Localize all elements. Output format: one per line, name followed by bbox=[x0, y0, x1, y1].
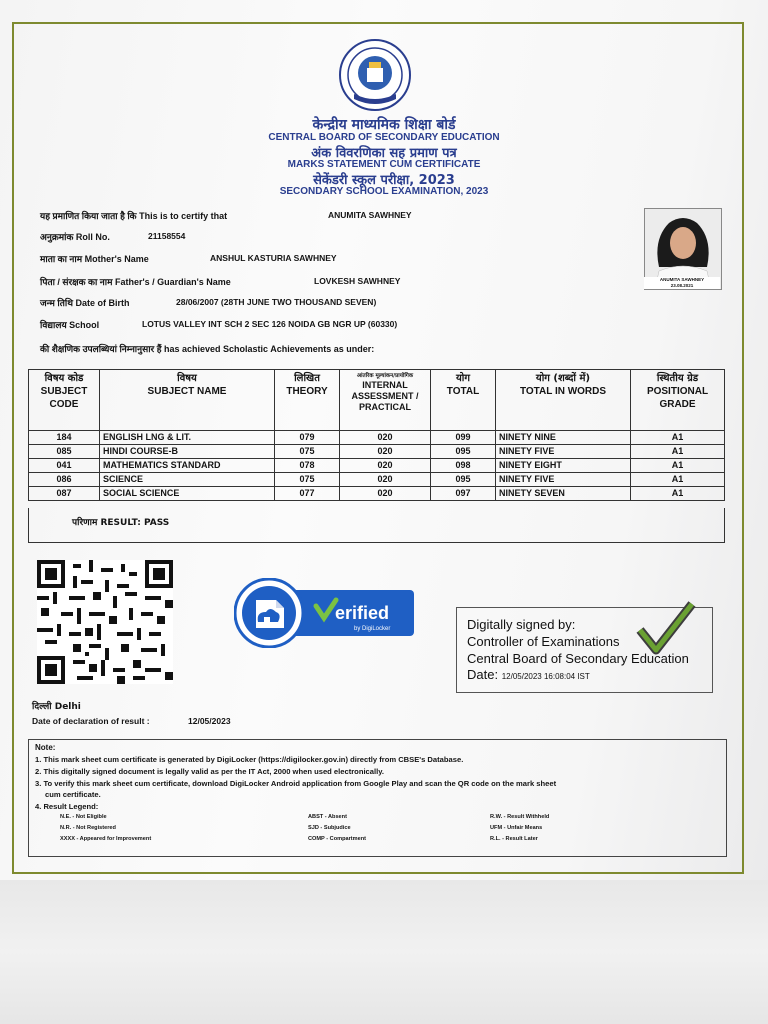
subject-name: MATHEMATICS STANDARD bbox=[100, 459, 275, 473]
legend-item: XXXX - Appeared for Improvement bbox=[60, 836, 152, 842]
total-marks: 099 bbox=[431, 431, 496, 445]
subject-code: 087 bbox=[29, 487, 100, 501]
subject-code: 086 bbox=[29, 473, 100, 487]
subject-name: SOCIAL SCIENCE bbox=[100, 487, 275, 501]
father-name: LOVKESH SAWHNEY bbox=[314, 276, 401, 286]
exam-title-english: SECONDARY SCHOOL EXAMINATION, 2023 bbox=[279, 186, 489, 197]
subject-name: ENGLISH LNG & LIT. bbox=[100, 431, 275, 445]
verified-badge bbox=[234, 578, 416, 648]
total-marks: 095 bbox=[431, 445, 496, 459]
total-marks: 097 bbox=[431, 487, 496, 501]
table-row bbox=[29, 487, 725, 501]
cbse-seal-icon bbox=[338, 38, 412, 112]
header-theory: लिखित THEORY bbox=[275, 370, 340, 431]
statement-title-english: MARKS STATEMENT CUM CERTIFICATE bbox=[287, 159, 481, 170]
internal-marks: 020 bbox=[340, 459, 431, 473]
header-subject-code: विषय कोड SUBJECT CODE bbox=[29, 370, 100, 431]
signature-line-2: Controller of Examinations bbox=[467, 634, 620, 649]
school-name: LOTUS VALLEY INT SCH 2 SEC 126 NOIDA GB NGR UP (60330) bbox=[142, 319, 398, 329]
roll-number: 21158554 bbox=[148, 231, 186, 241]
table-row bbox=[29, 431, 725, 445]
father-label: पिता / संरक्षक का नाम Father's / Guardian's Name bbox=[40, 277, 231, 287]
photo-caption-name: ANUMITA SAWHNEY bbox=[659, 277, 705, 282]
theory-marks: 075 bbox=[275, 473, 340, 487]
subject-code: 085 bbox=[29, 445, 100, 459]
mother-name: ANSHUL KASTURIA SAWHNEY bbox=[210, 253, 337, 263]
valid-check-icon bbox=[636, 600, 696, 656]
verified-sub: by DigiLocker bbox=[354, 626, 391, 632]
total-in-words: NINETY FIVE bbox=[496, 473, 631, 487]
declaration-label: Date of declaration of result : bbox=[32, 716, 150, 726]
theory-marks: 075 bbox=[275, 445, 340, 459]
dob-label: जन्म तिथि Date of Birth bbox=[40, 298, 130, 308]
positional-grade: A1 bbox=[631, 431, 725, 445]
subject-code: 184 bbox=[29, 431, 100, 445]
board-name-hindi: केन्द्रीय माध्यमिक शिक्षा बोर्ड bbox=[312, 117, 456, 133]
header-total-in-words: योग (शब्दों में) TOTAL IN WORDS bbox=[496, 370, 631, 431]
total-in-words: NINETY NINE bbox=[496, 431, 631, 445]
positional-grade: A1 bbox=[631, 459, 725, 473]
date-of-birth: 28/06/2007 (28TH JUNE TWO THOUSAND SEVEN) bbox=[176, 297, 377, 307]
statement-title-hindi: अंक विवरणिका सह प्रमाण पत्र bbox=[311, 146, 457, 161]
school-label: विद्यालय School bbox=[40, 320, 100, 330]
note-item: cum certificate. bbox=[45, 790, 101, 799]
subject-name: HINDI COURSE-B bbox=[100, 445, 275, 459]
note-item: 2. This digitally signed document is legally valid as per the IT Act, 2000 when used electronically. bbox=[35, 767, 384, 776]
note-item: 4. Result Legend: bbox=[35, 802, 99, 811]
roll-label: अनुक्रमांक Roll No. bbox=[40, 232, 110, 242]
signature-date bbox=[467, 667, 590, 682]
total-in-words: NINETY SEVEN bbox=[496, 487, 631, 501]
signature-line-1: Digitally signed by: bbox=[467, 617, 576, 632]
legend-item: ABST - Absent bbox=[308, 814, 347, 820]
declaration-date: 12/05/2023 bbox=[188, 716, 231, 726]
result-text: परिणाम RESULT: PASS bbox=[72, 518, 170, 528]
internal-marks: 020 bbox=[340, 473, 431, 487]
theory-marks: 077 bbox=[275, 487, 340, 501]
legend-item: SJD - Subjudice bbox=[308, 825, 351, 831]
note-item: 1. This mark sheet cum certificate is generated by DigiLocker (https://digilocker.gov.in) directly from CBSE's Database. bbox=[35, 755, 464, 764]
internal-marks: 020 bbox=[340, 431, 431, 445]
header-subject-name: विषय SUBJECT NAME bbox=[100, 370, 275, 431]
board-name-english: CENTRAL BOARD OF SECONDARY EDUCATION bbox=[268, 132, 500, 143]
signature-line-3: Central Board of Secondary Education bbox=[467, 651, 689, 666]
legend-item: R.L. - Result Later bbox=[490, 836, 538, 842]
header-positional-grade: स्थितीय ग्रेड POSITIONAL GRADE bbox=[631, 370, 725, 431]
mother-label: माता का नाम Mother's Name bbox=[40, 254, 149, 264]
digilocker-verified-icon bbox=[234, 578, 416, 648]
paper-lower-fold bbox=[0, 880, 768, 1024]
achievement-line: की शैक्षणिक उपलब्धियां निम्नानुसार हैं has achieved Scholastic Achievements as under: bbox=[40, 344, 375, 354]
total-marks: 098 bbox=[431, 459, 496, 473]
table-row bbox=[29, 473, 725, 487]
notes-title: Note: bbox=[35, 743, 56, 752]
header-internal-assessment: आंतरिक मूल्यांकन/प्रायोगिक INTERNAL ASSESSMENT / PRACTICAL bbox=[340, 370, 431, 431]
table-row bbox=[29, 459, 725, 473]
signature-date-value: 12/05/2023 16:08:04 IST bbox=[501, 672, 590, 681]
header-total: योग TOTAL bbox=[431, 370, 496, 431]
qr-code-icon[interactable] bbox=[36, 560, 174, 684]
legend-item: N.E. - Not Eligible bbox=[60, 814, 107, 820]
note-item: 3. To verify this mark sheet cum certificate, download DigiLocker Android application from Google Play and scan the QR code on the mark sheet bbox=[35, 779, 557, 788]
total-marks: 095 bbox=[431, 473, 496, 487]
positional-grade: A1 bbox=[631, 445, 725, 459]
total-in-words: NINETY EIGHT bbox=[496, 459, 631, 473]
legend-item: UFM - Unfair Means bbox=[490, 825, 543, 831]
declaration-place: दिल्ली Delhi bbox=[32, 702, 81, 712]
table-header-row bbox=[29, 370, 725, 431]
candidate-name: ANUMITA SAWHNEY bbox=[328, 210, 412, 220]
total-in-words: NINETY FIVE bbox=[496, 445, 631, 459]
photo-caption bbox=[644, 277, 720, 289]
verified-word: erified bbox=[335, 603, 390, 623]
internal-marks: 020 bbox=[340, 487, 431, 501]
theory-marks: 078 bbox=[275, 459, 340, 473]
legend-item: R.W. - Result Withheld bbox=[490, 814, 550, 820]
certify-label: यह प्रमाणित किया जाता है कि This is to certify that bbox=[40, 211, 228, 221]
positional-grade: A1 bbox=[631, 473, 725, 487]
table-row bbox=[29, 445, 725, 459]
photo-caption-date: 23.08.2021 bbox=[670, 283, 694, 288]
signature-date-label: Date: bbox=[467, 667, 499, 682]
marks-table bbox=[28, 369, 725, 501]
theory-marks: 079 bbox=[275, 431, 340, 445]
positional-grade: A1 bbox=[631, 487, 725, 501]
subject-code: 041 bbox=[29, 459, 100, 473]
legend-item: COMP - Compartment bbox=[308, 836, 367, 842]
exam-title-hindi: सेकेंडरी स्कूल परीक्षा, 2023 bbox=[313, 173, 455, 188]
legend-item: N.R. - Not Registered bbox=[60, 825, 116, 831]
internal-marks: 020 bbox=[340, 445, 431, 459]
subject-name: SCIENCE bbox=[100, 473, 275, 487]
marks-table-body bbox=[29, 431, 725, 501]
